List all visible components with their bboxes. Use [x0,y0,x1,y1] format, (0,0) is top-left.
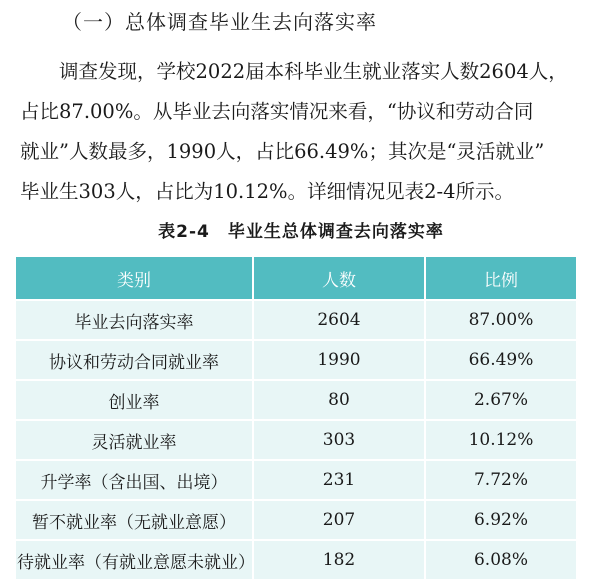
cell-ratio: 6.08% [425,540,577,580]
cell-count: 80 [253,380,425,420]
table-row [15,460,577,500]
cell-category: 毕业去向落实率 [15,300,253,340]
cell-count: 2604 [253,300,425,340]
cell-ratio: 2.67% [425,380,577,420]
table-header-row [15,256,577,300]
cell-ratio: 7.72% [425,460,577,500]
header-count: 人数 [253,256,425,300]
cell-ratio: 66.49% [425,340,577,380]
paragraph-line: 占比87.00%。从毕业去向落实情况来看，“协议和劳动合同 [20,100,534,123]
cell-category: 协议和劳动合同就业率 [15,340,253,380]
paragraph-line: 就业”人数最多，1990人，占比66.49%；其次是“灵活就业” [20,140,545,163]
cell-ratio: 87.00% [425,300,577,340]
table-row [15,540,577,580]
cell-category: 待就业率（有就业意愿未就业） [15,540,253,580]
cell-count: 1990 [253,340,425,380]
section-heading: （一）总体调查毕业生去向落实率 [62,10,377,34]
cell-ratio: 10.12% [425,420,577,460]
table-row [15,300,577,340]
table-row [15,380,577,420]
cell-category: 灵活就业率 [15,420,253,460]
cell-category: 暂不就业率（无就业意愿） [15,500,253,540]
table-row [15,340,577,380]
cell-count: 303 [253,420,425,460]
cell-category: 升学率（含出国、出境） [15,460,253,500]
cell-count: 207 [253,500,425,540]
table-caption: 表2-4 毕业生总体调查去向落实率 [158,222,444,242]
table-row [15,500,577,540]
cell-count: 231 [253,460,425,500]
cell-count: 182 [253,540,425,580]
header-category: 类别 [15,256,253,300]
cell-ratio: 6.92% [425,500,577,540]
placement-rate-table [14,255,578,581]
paragraph-line: 毕业生303人，占比为10.12%。详细情况见表2-4所示。 [20,180,514,203]
table-row [15,420,577,460]
header-ratio: 比例 [425,256,577,300]
summary-paragraph [20,52,595,212]
cell-category: 创业率 [15,380,253,420]
paragraph-line: 调查发现，学校2022届本科毕业生就业落实人数2604人， [59,60,568,83]
